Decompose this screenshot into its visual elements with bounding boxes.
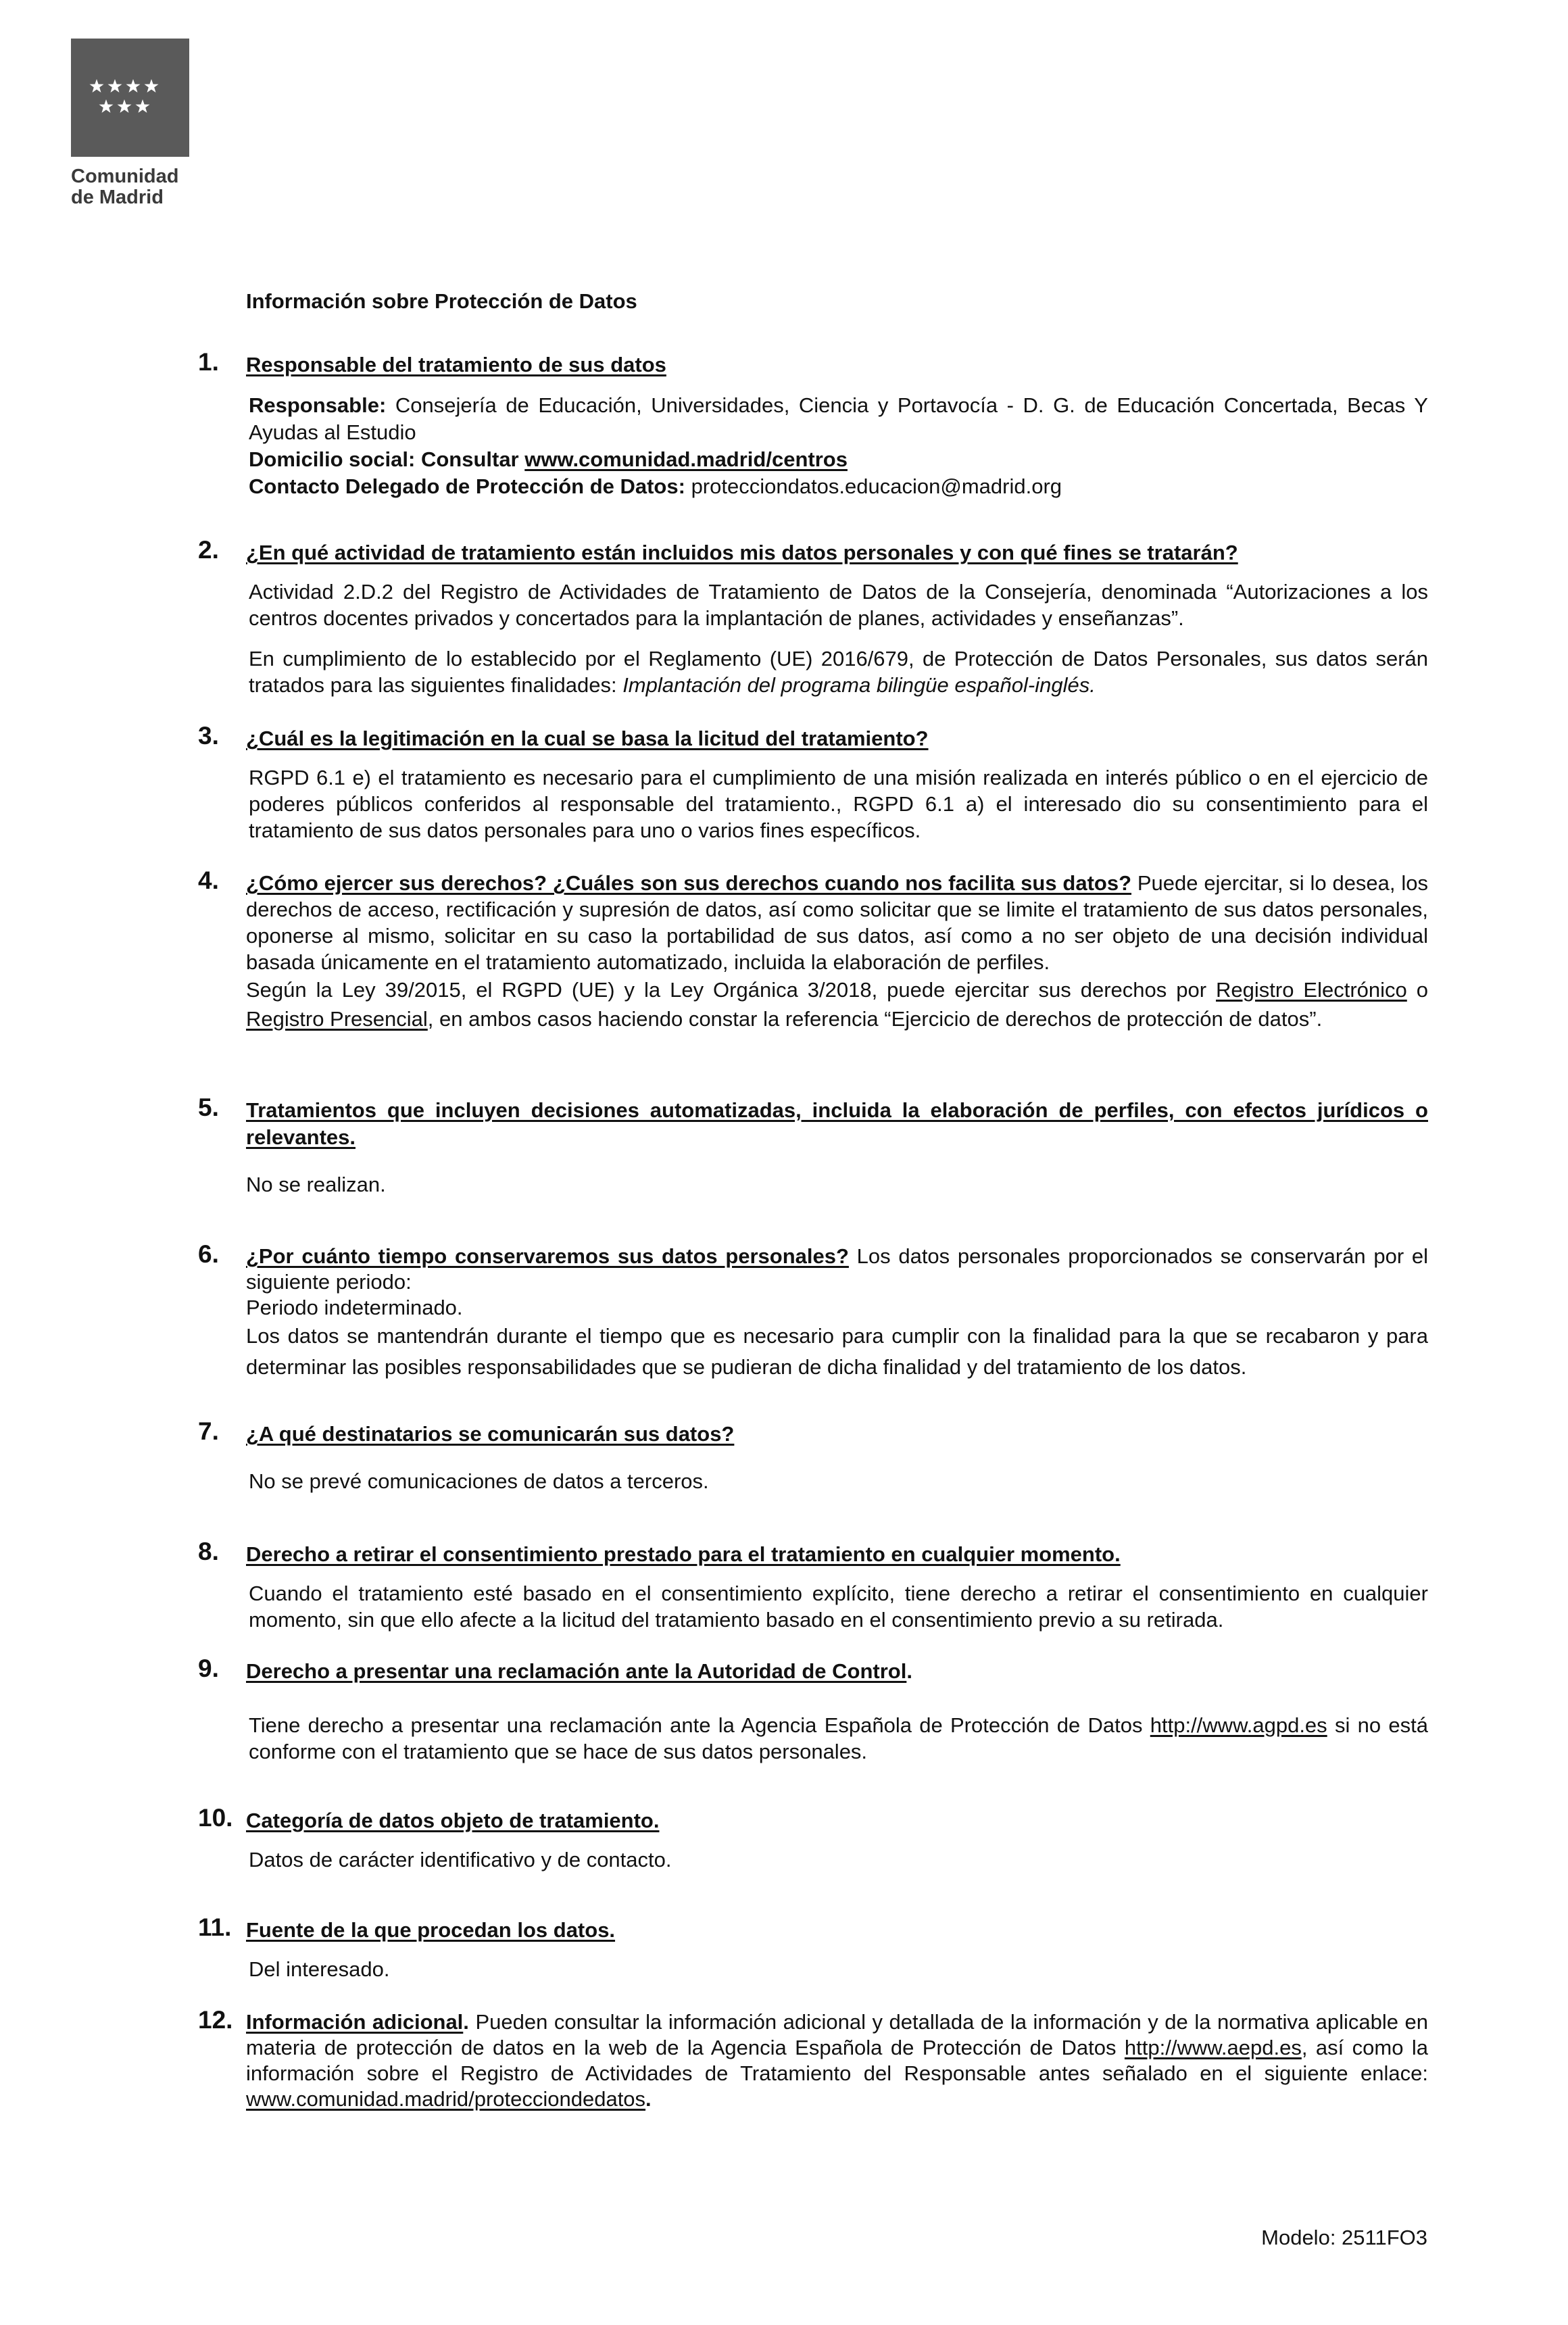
registro-electronico-link[interactable]: Registro Electrónico xyxy=(1216,978,1407,1002)
section-title: ¿En qué actividad de tratamiento están incluidos mis datos personales y con qué fines se tratarán? xyxy=(246,541,1238,564)
section-number: 3. xyxy=(198,722,219,750)
paragraph: Del interesado. xyxy=(249,1957,390,1981)
section-body xyxy=(249,1846,1428,1873)
section-body xyxy=(249,1468,1428,1494)
section-7 xyxy=(198,1417,1428,1494)
section-body xyxy=(249,1580,1428,1633)
section-title: Categoría de datos objeto de tratamiento. xyxy=(246,1809,660,1832)
section-heading xyxy=(198,348,1428,378)
section-11 xyxy=(198,1913,1428,1982)
section-body xyxy=(246,1295,1428,1383)
section-number: 12. xyxy=(198,2006,233,2034)
section-number: 8. xyxy=(198,1538,219,1565)
proteccion-datos-link[interactable]: www.comunidad.madrid/protecciondedatos xyxy=(246,2087,646,2111)
purpose-text: Implantación del programa bilingüe español-inglés. xyxy=(622,673,1096,697)
section-number: 11. xyxy=(198,1913,232,1941)
section-heading xyxy=(198,722,1428,752)
section-heading xyxy=(198,1417,1428,1448)
section-10 xyxy=(198,1804,1428,1873)
page-title: Información sobre Protección de Datos xyxy=(246,289,637,313)
paragraph: Los datos se mantendrán durante el tiempo que es necesario para cumplir con la finalidad para la que se recabaron y para determinar las posibles responsabilidades que se pudieran de dicha finalidad y del tratamiento de los datos. xyxy=(246,1324,1428,1379)
section-heading: 12. Información adicional. Pueden consultar la información adicional y detallada de la información y de la normativa aplicable en materia de protección de datos en la web de la Agencia Española de Protección de Datos http://www.aepd.es, así como la información sobre el Registro de Actividades de Tratamiento del Responsable antes señalado en el siguiente enlace: www.comunidad.madrid/protecciondedatos. xyxy=(198,2006,1428,2111)
section-3 xyxy=(198,722,1428,843)
section-4 xyxy=(198,866,1428,1033)
section-body xyxy=(249,1956,1428,1982)
section-title: ¿Por cuánto tiempo conservaremos sus datos personales? xyxy=(246,1244,849,1268)
section-body xyxy=(246,1171,1428,1198)
section-title: Información adicional xyxy=(246,2010,464,2034)
section-number: 5. xyxy=(198,1094,219,1121)
section-heading xyxy=(198,1538,1428,1568)
comunidad-de-madrid-logo xyxy=(71,39,189,208)
section-heading xyxy=(198,1913,1428,1944)
aepd-link[interactable]: http://www.aepd.es xyxy=(1124,2036,1302,2059)
section-heading xyxy=(198,1240,1428,1295)
section-title: ¿Cuál es la legitimación en la cual se basa la licitud del tratamiento? xyxy=(246,727,929,750)
paragraph: Según la Ley 39/2015, el RGPD (UE) y la Ley Orgánica 3/2018, puede ejercitar sus derechos por xyxy=(246,978,1207,1002)
section-heading xyxy=(198,536,1428,566)
paragraph: Periodo indeterminado. xyxy=(246,1296,463,1319)
paragraph: Puede ejercitar, si lo desea, los derechos de acceso, rectificación y supresión de datos, así como solicitar que se limite el tratamiento de sus datos personales, oponerse al mismo, solicitar en su caso la portabilidad de sus datos, así como a no ser objeto de una decisión individual basada únicamente en el tratamiento automatizado, incluida la elaboración de perfiles. xyxy=(246,871,1428,974)
logo-text-line-1: Comunidad xyxy=(71,166,179,187)
section-8 xyxy=(198,1538,1428,1633)
section-12 xyxy=(198,2006,1428,2112)
section-1 xyxy=(198,348,1428,500)
section-number: 10. xyxy=(198,1804,233,1832)
section-number: 4. xyxy=(198,866,219,894)
form-model-code: Modelo: 2511FO3 xyxy=(1261,2226,1427,2249)
section-heading: 9. Derecho a presentar una reclamación ante la Autoridad de Control. xyxy=(198,1655,912,1683)
section-number: 6. xyxy=(198,1240,219,1268)
paragraph: Actividad 2.D.2 del Registro de Actividades de Tratamiento de Datos de la Consejería, denominada “Autorizaciones a los centros docentes privados y concertados para la implantación de planes, actividades y enseñanzas”. xyxy=(249,580,1428,630)
section-2 xyxy=(198,536,1428,698)
section-heading xyxy=(198,1094,1428,1151)
paragraph: En cumplimiento de lo establecido por el Reglamento (UE) 2016/679, de Protección de Datos Personales, sus datos serán tratados para las siguientes finalidades: xyxy=(249,647,1428,697)
paragraph: Los datos personales proporcionados se conservarán por el siguiente periodo: xyxy=(246,1244,1428,1294)
section-6 xyxy=(198,1240,1428,1383)
section-9 xyxy=(198,1655,1428,1765)
section-body: Tiene derecho a presentar una reclamación ante la Agencia Española de Protección de Datos http://www.agpd.es si no está conforme con el tratamiento que se hace de sus datos personales. xyxy=(249,1713,1428,1763)
seven-stars-icon xyxy=(71,39,189,157)
section-title: Tratamientos que incluyen decisiones automatizadas, incluida la elaboración de perfiles, con efectos jurídicos o relevantes. xyxy=(246,1098,1428,1149)
domicilio-label: Domicilio social: Consultar xyxy=(249,447,519,471)
agpd-link[interactable]: http://www.agpd.es xyxy=(1150,1713,1327,1737)
section-title: Derecho a retirar el consentimiento prestado para el tratamiento en cualquier momento. xyxy=(246,1542,1121,1566)
section-title: Responsable del tratamiento de sus datos xyxy=(246,353,666,376)
dpo-email: protecciondatos.educacion@madrid.org xyxy=(691,474,1062,498)
responsable-value: Consejería de Educación, Universidades, Ciencia y Portavocía - D. G. de Educación Concertada, Becas Y Ayudas al Estudio xyxy=(249,393,1428,444)
section-number: 7. xyxy=(198,1417,219,1445)
section-number: 9. xyxy=(198,1655,219,1682)
section-5 xyxy=(198,1094,1428,1198)
section-number: 2. xyxy=(198,536,219,564)
paragraph: Cuando el tratamiento esté basado en el consentimiento explícito, tiene derecho a retirar el consentimiento en cualquier momento, sin que ello afecte a la licitud del tratamiento basado en el consentimiento previo a su retirada. xyxy=(249,1582,1428,1632)
paragraph: Datos de carácter identificativo y de contacto. xyxy=(249,1848,672,1871)
section-body xyxy=(249,764,1428,843)
paragraph: No se prevé comunicaciones de datos a terceros. xyxy=(249,1469,709,1493)
paragraph: Tiene derecho a presentar una reclamación ante la Agencia Española de Protección de Datos xyxy=(249,1713,1143,1737)
section-number: 1. xyxy=(198,348,219,376)
section-heading xyxy=(198,1804,1428,1834)
dpo-label: Contacto Delegado de Protección de Datos: xyxy=(249,474,685,498)
responsable-label: Responsable: xyxy=(249,393,387,417)
section-title: Fuente de la que procedan los datos. xyxy=(246,1918,616,1942)
section-body xyxy=(249,579,1428,698)
paragraph: Pueden consultar la información adicional y detallada de la información y de la normativa aplicable en materia de protección de datos en la web de la Agencia Española de Protección de Datos xyxy=(246,2010,1428,2059)
domicilio-link[interactable]: www.comunidad.madrid/centros xyxy=(524,447,848,471)
section-heading: 4. ¿Cómo ejercer sus derechos? ¿Cuáles son sus derechos cuando nos facilita sus datos? Puede ejercitar, si lo desea, los derechos de acceso, rectificación y supresión de datos, así como solicitar que se limite el tratamiento de sus datos personales, oponerse al mismo, solicitar en su caso la portabilidad de sus datos, así como a no ser objeto de una decisión individual basada únicamente en el tratamiento automatizado, incluida la elaboración de perfiles. Según la Ley 39/2015, el RGPD (UE) y la Ley Orgánica 3/2018, puede ejercitar sus derechos por Registro Electrónico o Registro Presencial, en ambos casos haciendo constar la referencia “Ejercicio de derechos de protección de datos”. xyxy=(198,866,1428,1031)
paragraph: RGPD 6.1 e) el tratamiento es necesario para el cumplimiento de una misión realizada en interés público o en el ejercicio de poderes públicos conferidos al responsable del tratamiento., RGPD 6.1 a) el interesado dio su consentimiento para el tratamiento de sus datos personales para uno o varios fines específicos. xyxy=(249,766,1428,842)
paragraph: No se realizan. xyxy=(246,1173,386,1196)
logo-text-line-2: de Madrid xyxy=(71,187,164,208)
registro-presencial-link[interactable]: Registro Presencial xyxy=(246,1007,428,1031)
section-title: Derecho a presentar una reclamación ante la Autoridad de Control xyxy=(246,1659,907,1683)
section-title: ¿Cómo ejercer sus derechos? ¿Cuáles son sus derechos cuando nos facilita sus datos? xyxy=(246,871,1132,895)
logo-emblem xyxy=(71,39,189,157)
section-title: ¿A qué destinatarios se comunicarán sus datos? xyxy=(246,1422,735,1446)
section-body xyxy=(249,392,1428,500)
